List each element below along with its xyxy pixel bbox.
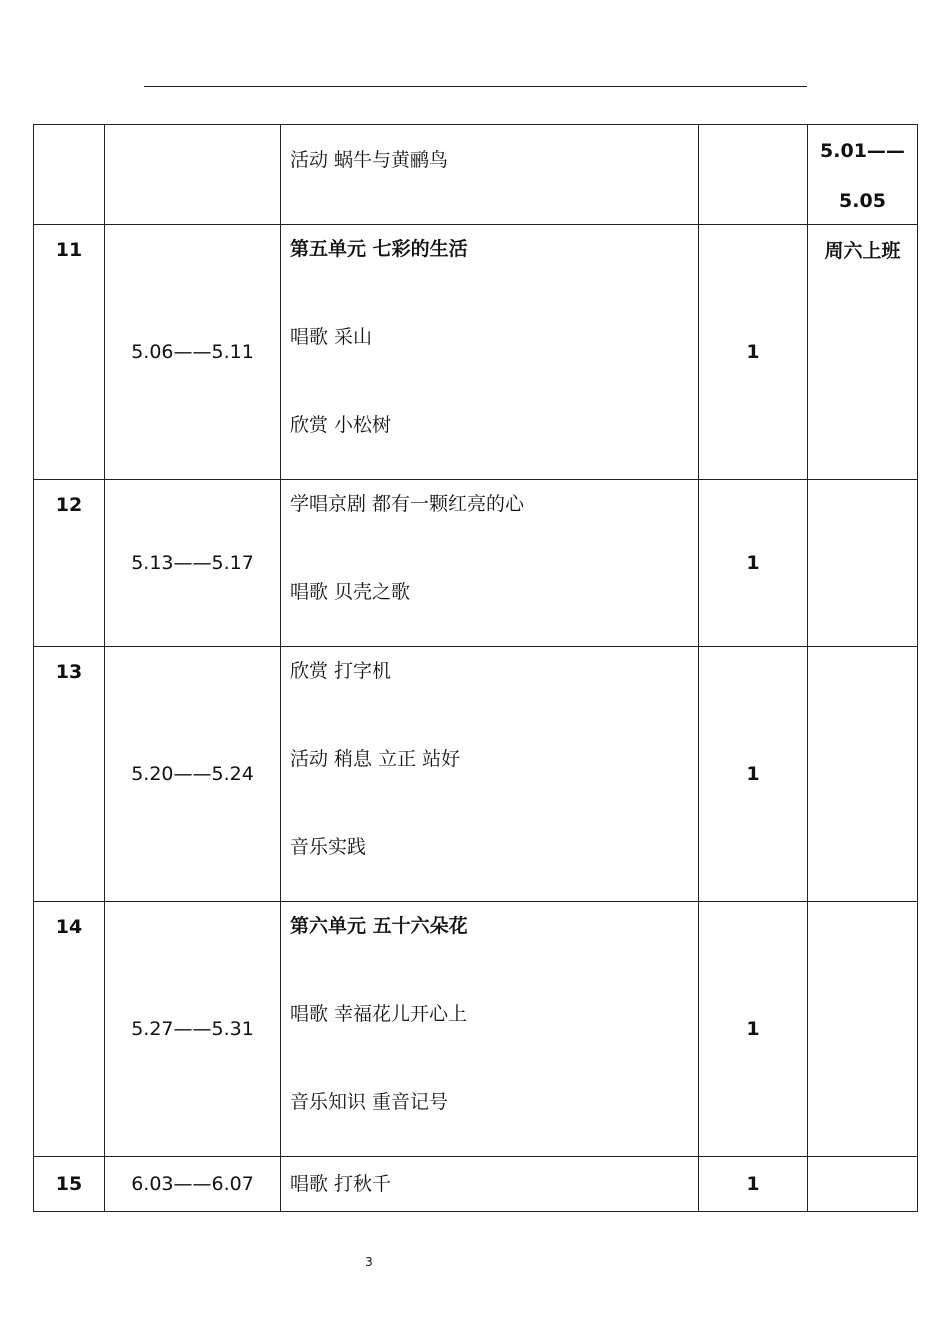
table-row <box>34 1157 918 1212</box>
note-cell <box>808 125 918 225</box>
content-line: 音乐知识 重音记号 <box>290 1091 449 1113</box>
hours-cell: 1 <box>699 480 808 647</box>
date-cell: 5.13——5.17 <box>105 480 281 647</box>
content-cell <box>281 647 699 902</box>
week-cell: 11 <box>34 225 105 480</box>
date-cell: 6.03——6.07 <box>105 1157 281 1212</box>
hours-cell: 1 <box>699 647 808 902</box>
date-cell: 5.20——5.24 <box>105 647 281 902</box>
content-line: 唱歌 幸福花儿开心上 <box>290 1003 468 1025</box>
content-line: 第六单元 五十六朵花 <box>290 915 468 937</box>
hours-cell: 1 <box>699 902 808 1157</box>
note-cell <box>808 902 918 1157</box>
note-cell <box>808 225 918 480</box>
content-line: 唱歌 采山 <box>290 326 373 348</box>
week-cell: 14 <box>34 902 105 1157</box>
week-cell: 13 <box>34 647 105 902</box>
content-line: 唱歌 贝壳之歌 <box>290 581 411 603</box>
page-number: 3 <box>365 1255 373 1269</box>
content-cell <box>281 480 699 647</box>
content-line: 音乐实践 <box>290 836 367 858</box>
table-row <box>34 647 918 902</box>
schedule-table <box>33 124 918 1212</box>
week-cell: 12 <box>34 480 105 647</box>
note-cell <box>808 647 918 902</box>
hours-cell <box>699 125 808 225</box>
date-cell: 5.27——5.31 <box>105 902 281 1157</box>
date-cell <box>105 125 281 225</box>
date-cell: 5.06——5.11 <box>105 225 281 480</box>
table-row <box>34 125 918 225</box>
hours-cell: 1 <box>699 225 808 480</box>
note-cell <box>808 1157 918 1212</box>
content-line: 活动 稍息 立正 站好 <box>290 748 461 770</box>
content-cell <box>281 125 699 225</box>
content-line: 第五单元 七彩的生活 <box>290 238 468 260</box>
hours-cell: 1 <box>699 1157 808 1212</box>
note-cell <box>808 480 918 647</box>
table-row <box>34 480 918 647</box>
content-cell <box>281 902 699 1157</box>
note-line: 5.05 <box>839 190 886 212</box>
table-row <box>34 225 918 480</box>
table-row <box>34 902 918 1157</box>
note-line: 5.01—— <box>820 140 905 162</box>
header-rule <box>144 86 807 87</box>
week-cell <box>34 125 105 225</box>
content-cell <box>281 1157 699 1212</box>
content-line: 欣赏 打字机 <box>290 660 392 682</box>
content-line: 欣赏 小松树 <box>290 414 392 436</box>
note-line: 周六上班 <box>824 240 901 262</box>
content-line: 学唱京剧 都有一颗红亮的心 <box>290 493 525 515</box>
content-line: 唱歌 打秋千 <box>290 1172 392 1195</box>
week-cell: 15 <box>34 1157 105 1212</box>
content-cell <box>281 225 699 480</box>
content-line: 活动 蜗牛与黄鹂鸟 <box>290 149 449 171</box>
